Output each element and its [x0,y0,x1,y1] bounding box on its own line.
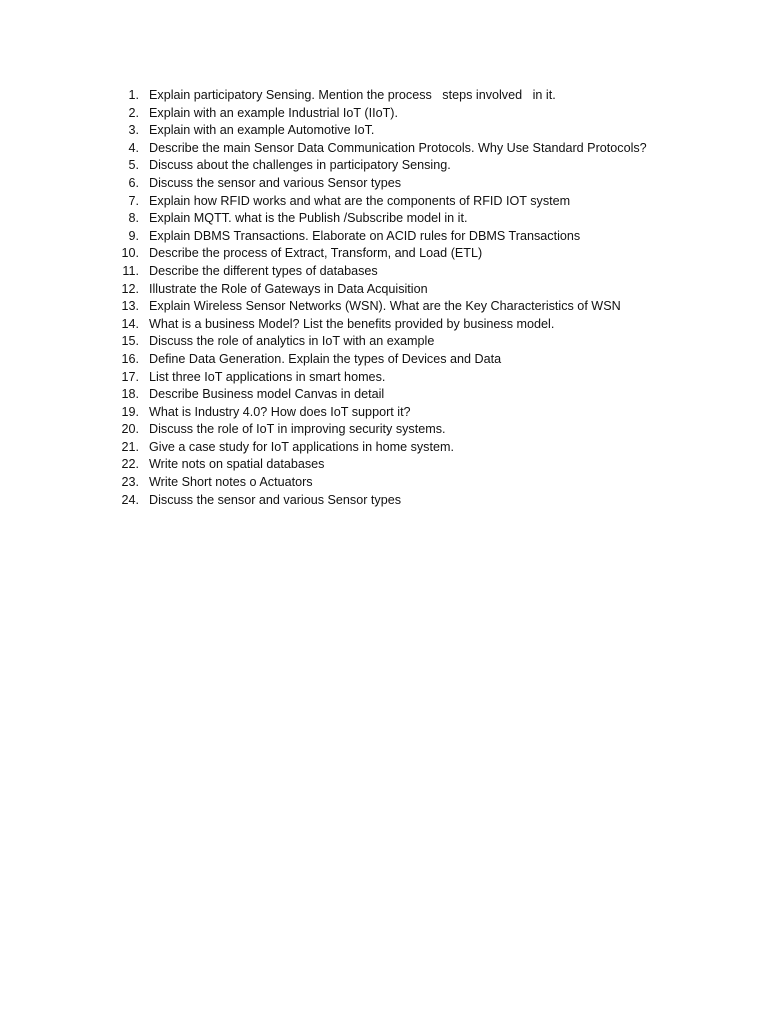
question-number: 3. [128,123,139,138]
question-number: 17. [121,369,139,384]
list-item [112,421,647,439]
question-number: 16. [121,351,139,366]
list-item [112,456,647,474]
question-number: 24. [121,492,139,507]
question-text: Explain MQTT. what is the Publish /Subscribe model in it. [149,211,468,226]
question-number: 8. [128,211,139,226]
list-item [112,439,647,457]
question-number: 20. [121,422,139,437]
question-number: 15. [121,334,139,349]
question-number: 21. [121,439,139,454]
question-text: What is a business Model? List the benefits provided by business model. [149,316,555,331]
question-text: Explain with an example Industrial IoT (IIoT). [149,105,398,120]
question-list [112,87,647,509]
list-item [112,87,647,105]
question-text: Discuss the role of IoT in improving security systems. [149,422,446,437]
question-text: Illustrate the Role of Gateways in Data Acquisition [149,281,428,296]
question-text: Explain how RFID works and what are the components of RFID IOT system [149,193,571,208]
question-number: 23. [121,475,139,490]
question-text: Explain Wireless Sensor Networks (WSN). What are the Key Characteristics of WSN [149,299,621,314]
list-item [112,157,647,175]
list-item [112,404,647,422]
list-item [112,351,647,369]
question-number: 18. [121,387,139,402]
list-item [112,245,647,263]
question-text: Explain DBMS Transactions. Elaborate on ACID rules for DBMS Transactions [149,228,581,243]
question-number: 11. [122,263,139,278]
question-number: 13. [121,299,139,314]
list-item [112,140,647,158]
list-item [112,369,647,387]
list-item [112,333,647,351]
question-text: Explain participatory Sensing. Mention the process steps involved in it. [149,88,556,102]
question-text: Describe Business model Canvas in detail [149,387,385,402]
list-item [112,175,647,193]
list-item [112,193,647,211]
question-text: What is Industry 4.0? How does IoT support it? [149,404,411,419]
question-number: 19. [121,404,139,419]
question-number: 14. [121,316,139,331]
question-text: Define Data Generation. Explain the types of Devices and Data [149,351,502,366]
question-text: Explain with an example Automotive IoT. [149,123,375,138]
list-item [112,492,647,510]
question-text: Write Short notes o Actuators [149,475,313,490]
list-item [112,386,647,404]
question-text: Give a case study for IoT applications in home system. [149,439,454,454]
list-item [112,228,647,246]
list-item [112,122,647,140]
question-text: List three IoT applications in smart homes. [149,369,386,384]
question-text: Discuss the role of analytics in IoT with an example [149,334,435,349]
question-number: 7. [128,193,139,208]
question-text: Describe the process of Extract, Transform, and Load (ETL) [149,246,483,261]
list-item [112,105,647,123]
question-number: 1. [128,88,139,102]
list-item [112,298,647,316]
question-number: 22. [121,457,139,472]
list-item [112,281,647,299]
question-number: 6. [128,175,139,190]
list-item [112,263,647,281]
list-item [112,316,647,334]
question-number: 9. [128,228,139,243]
list-item [112,474,647,492]
question-number: 12. [121,281,139,296]
list-item [112,210,647,228]
question-text: Describe the main Sensor Data Communication Protocols. Why Use Standard Protocols? [149,140,647,155]
question-number: 4. [128,140,139,155]
question-number: 5. [128,158,139,173]
question-text: Write nots on spatial databases [149,457,325,472]
question-text: Discuss about the challenges in participatory Sensing. [149,158,451,173]
question-text: Discuss the sensor and various Sensor types [149,492,401,507]
question-text: Discuss the sensor and various Sensor types [149,175,401,190]
question-number: 10. [121,246,139,261]
question-number: 2. [128,105,139,120]
question-text: Describe the different types of databases [149,263,378,278]
